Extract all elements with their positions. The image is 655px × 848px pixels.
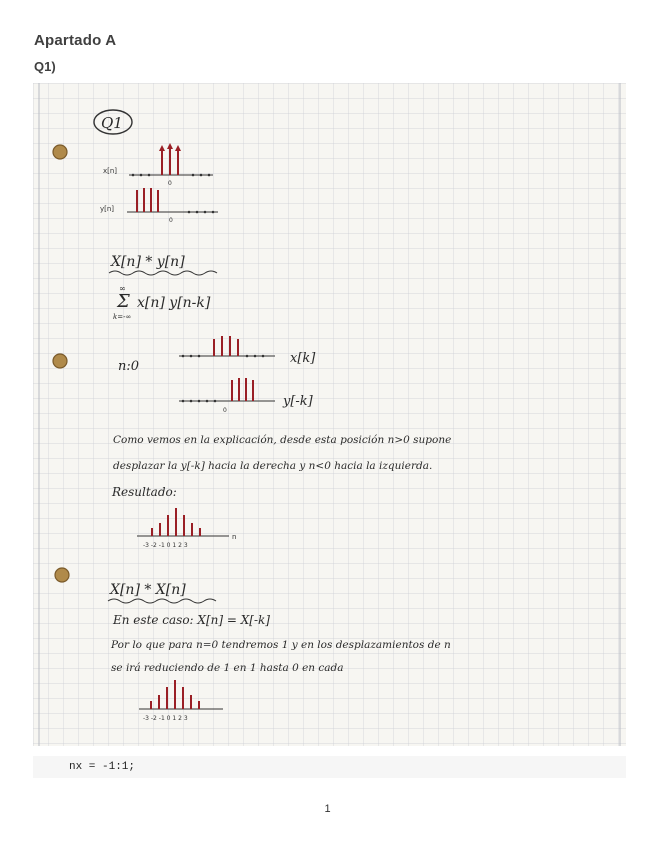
question-label: Q1) [34, 59, 56, 74]
conv2-heading: X[n] * X[n] [110, 582, 186, 598]
svg-text:y[-k]: y[-k] [283, 394, 313, 409]
svg-text:0: 0 [169, 217, 173, 224]
svg-text:k=-∞: k=-∞ [113, 313, 132, 321]
code-line: nx = -1:1; [69, 761, 136, 773]
svg-text:n: n [232, 533, 237, 541]
svg-text:0: 0 [168, 180, 172, 187]
explain2-line-2: se irá reduciendo de 1 en 1 hasta 0 en cada [111, 662, 344, 674]
page-number: 1 [324, 803, 331, 815]
signal-y-label: y[n] [100, 205, 115, 213]
result-label: Resultado: [112, 485, 177, 499]
binder-hole [53, 145, 67, 159]
svg-text:0: 0 [223, 407, 227, 414]
conv-heading: X[n] * y[n] [111, 254, 185, 270]
binder-hole [53, 354, 67, 368]
signal-x-label: x[n] [103, 167, 118, 175]
explanation-line-2: desplazar la y[-k] hacia la derecha y n<0 hacia la izquierda. [113, 460, 433, 472]
explanation-line-1: Como vemos en la explicación, desde esta posición n>0 supone [113, 434, 452, 446]
section-heading: Apartado A [34, 32, 117, 49]
sum-expression: x[n] y[n-k] [137, 295, 211, 311]
svg-text:-3 -2 -1 0 1 2 3: -3 -2 -1 0 1 2 3 [143, 542, 188, 549]
handwritten-notes-photo [33, 83, 626, 746]
explain2-line-1: Por lo que para n=0 tendremos 1 y en los desplazamientos de n [111, 639, 451, 651]
binder-hole [55, 568, 69, 582]
code-block [33, 756, 626, 778]
svg-text:∞: ∞ [119, 284, 126, 293]
svg-text:n:0: n:0 [118, 359, 140, 374]
svg-text:-3 -2 -1 0 1 2 3: -3 -2 -1 0 1 2 3 [143, 715, 188, 722]
svg-text:x[k]: x[k] [290, 351, 316, 366]
case-line: En este caso: X[n] = X[-k] [113, 613, 270, 627]
sum-symbol: Σ [117, 291, 130, 312]
q1-label: Q1 [101, 114, 123, 132]
